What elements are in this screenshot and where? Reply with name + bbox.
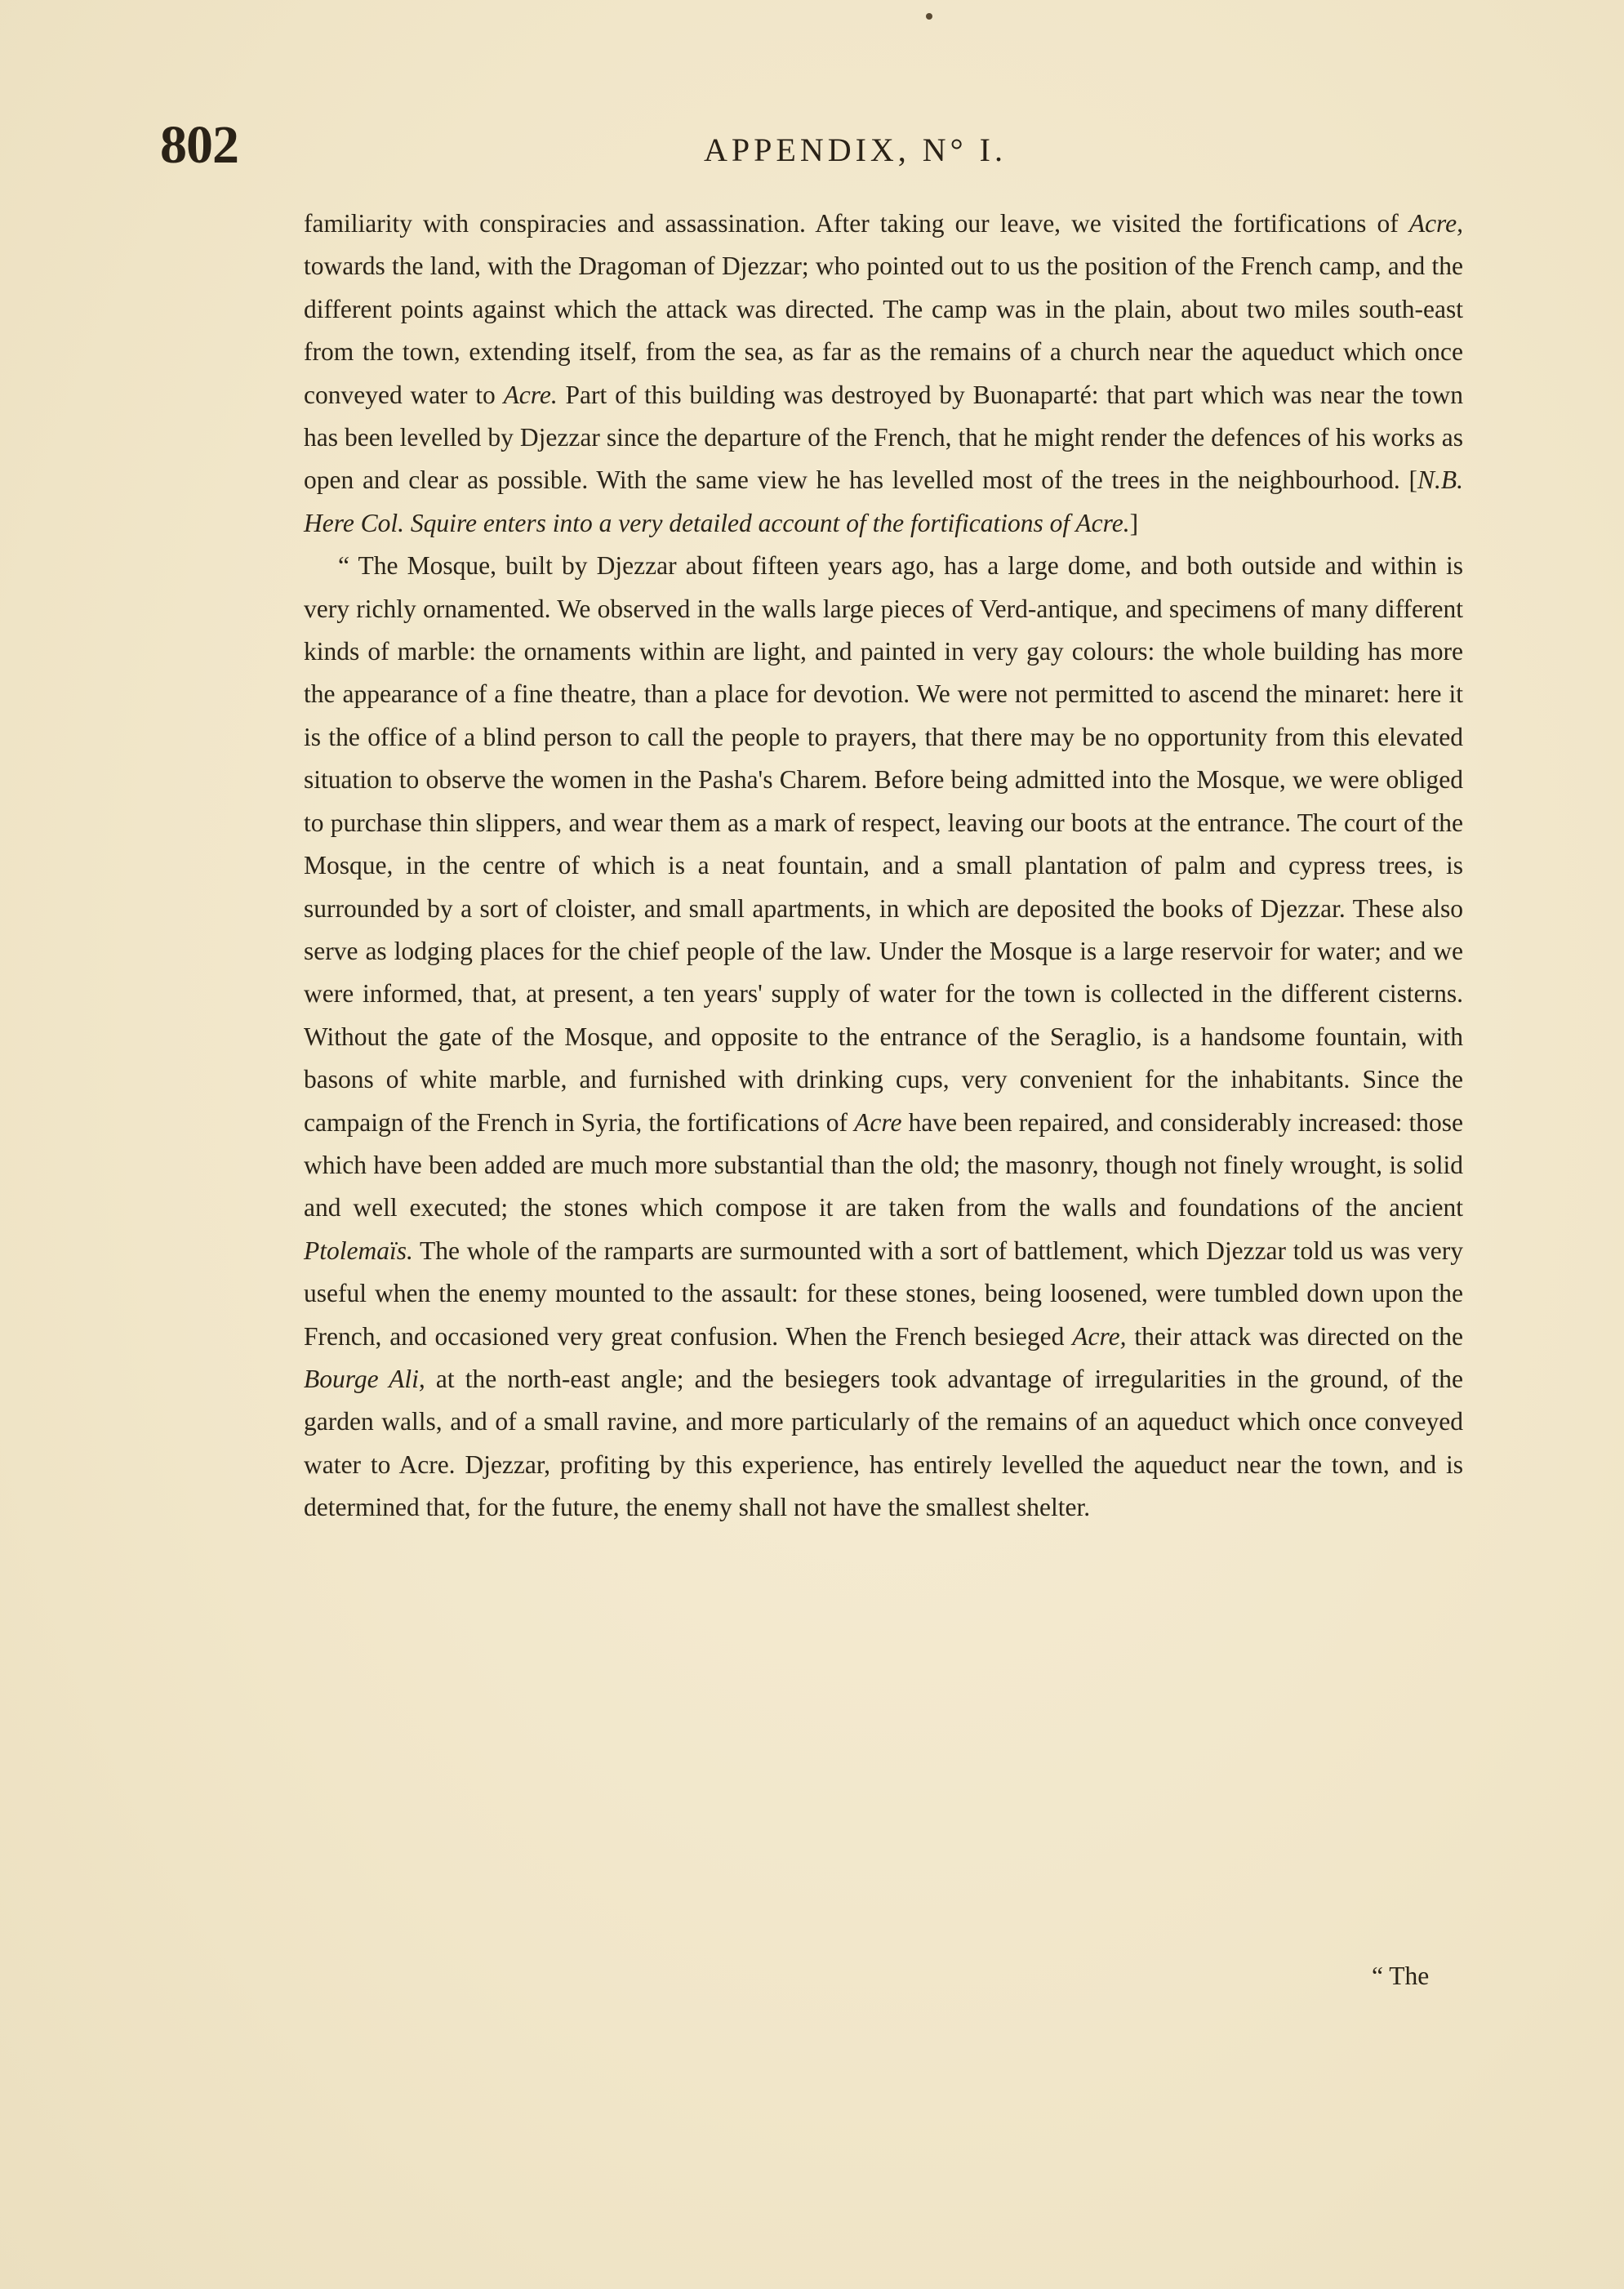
- paragraph-mosque: “ The Mosque, built by Djezzar about fifteen years ago, has a large dome, and both outside and within is very richly ornamented. We observed in the walls large pieces of Verd-antique, and specimens of many different kinds of marble: the ornaments within are light, and painted in very gay colours: the whole building has more the appearance of a fine theatre, than a place for devotion. We were not permitted to ascend the minaret: here it is the office of a blind person to call the people to prayers, that there may be no opportunity from this elevated situation to observe the women in the Pasha's Charem. Before being admitted into the Mosque, we were obliged to purchase thin slippers, and wear them as a mark of respect, leaving our boots at the entrance. The court of the Mosque, in the centre of which is a neat fountain, and a small plantation of palm and cypress trees, is surrounded by a sort of cloister, and small apartments, in which are deposited the books of Djezzar. These also serve as lodging places for the chief people of the law. Under the Mosque is a large reservoir for water; and we were informed, that, at present, a ten years' supply of water for the town is collected in the different cisterns. Without the gate of the Mosque, and opposite to the entrance of the Seraglio, is a handsome fountain, with basons of white marble, and furnished with drinking cups, very convenient for the inhabitants. Since the campaign of the French in Syria, the fortifications of Acre have been repaired, and considerably increased: those which have been added are much more substantial than the old; the masonry, though not finely wrought, is solid and well executed; the stones which compose it are taken from the walls and foundations of the ancient Ptolemaïs. The whole of the ramparts are surmounted with a sort of battlement, which Djezzar told us was very useful when the enemy mounted to the assault: for these stones, being loosened, were tumbled down upon the French, and occasioned very great confusion. When the French besieged Acre, their attack was directed on the Bourge Ali, at the north-east angle; and the besiegers took advantage of irregularities in the ground, of the garden walls, and of a small ravine, and more particularly of the remains of an aqueduct which once conveyed water to Acre. Djezzar, profiting by this experience, has entirely levelled the aqueduct near the town, and is determined that, for the future, the enemy shall not have the smallest shelter.: [304, 551, 1463, 1522]
- running-head: APPENDIX, N° I.: [704, 131, 1007, 168]
- page-number: 802: [160, 115, 238, 175]
- body-text: [304, 203, 1463, 1530]
- ink-speck: [926, 13, 932, 20]
- catchword: “ The: [1372, 1962, 1430, 1990]
- paragraph-fortifications: familiarity with conspiracies and assassination. After taking our leave, we visited the fortifications of Acre, towards the land, with the Dragoman of Djezzar; who pointed out to us the position of the French camp, and the different points against which the attack was directed. The camp was in the plain, about two miles south-east from the town, extending itself, from the sea, as far as the remains of a church near the aqueduct which once conveyed water to Acre. Part of this building was destroyed by Buonaparté: that part which was near the town has been levelled by Djezzar since the departure of the French, that he might render the defences of his works as open and clear as possible. With the same view he has levelled most of the trees in the neighbourhood. [N.B. Here Col. Squire enters into a very detailed account of the fortifications of Acre.]: [304, 209, 1463, 537]
